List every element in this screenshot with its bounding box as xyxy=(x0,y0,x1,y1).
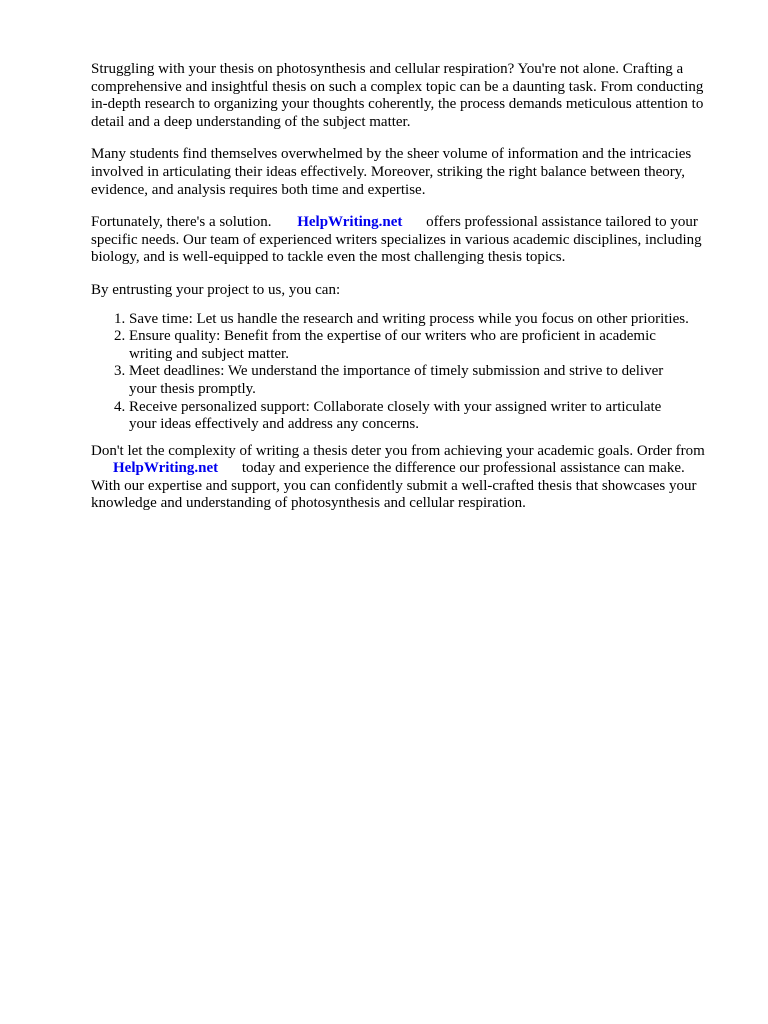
helpwriting-link[interactable]: HelpWriting.net xyxy=(113,460,219,477)
solution-text-before: Fortunately, there's a solution. xyxy=(91,214,272,231)
closing-paragraph xyxy=(91,443,711,513)
closing-text-before: Don't let the complexity of writing a thesis deter you from achieving your academic goals. Order from xyxy=(91,442,705,459)
list-intro: By entrusting your project to us, you can: xyxy=(91,281,341,298)
intro-paragraph: Struggling with your thesis on photosynthesis and cellular respiration? You're not alone. Crafting a comprehensive and insightful thesis on such a complex topic can be a daunting task. From conducting in-depth research to organizing your thoughts coherently, the process demands meticulous attention to detail and a deep understanding of the subject matter. xyxy=(91,61,704,130)
list-item: 4. Receive personalized support: Collaborate closely with your assigned writer to articulate your ideas effectively and address any concerns. xyxy=(129,399,689,434)
challenge-paragraph: Many students find themselves overwhelmed by the sheer volume of information and the intricacies involved in articulating their ideas effectively. Moreover, striking the right balance between theory, evidence, and analysis requires both time and expertise. xyxy=(91,146,692,198)
closing-text-after: today and experience the difference our professional assistance can make. With our expertise and support, you can confidently submit a well-crafted thesis that showcases your knowledge and understanding of photosynthesis and cellular respiration. xyxy=(91,460,697,512)
helpwriting-link[interactable]: HelpWriting.net xyxy=(297,214,403,231)
solution-text-after: offers professional assistance tailored to your specific needs. Our team of experienced writers specializes in various academic disciplines, including biology, and is well-equipped to tackle even the most challenging thesis topics. xyxy=(91,214,702,266)
list-item: 2. Ensure quality: Benefit from the expertise of our writers who are proficient in academic writing and subject matter. xyxy=(129,328,689,363)
list-item: 3. Meet deadlines: We understand the importance of timely submission and strive to deliver your thesis promptly. xyxy=(129,363,689,398)
benefits-list xyxy=(91,311,728,434)
solution-paragraph xyxy=(91,214,731,267)
list-item: 1. Save time: Let us handle the research and writing process while you focus on other priorities. xyxy=(129,311,719,329)
